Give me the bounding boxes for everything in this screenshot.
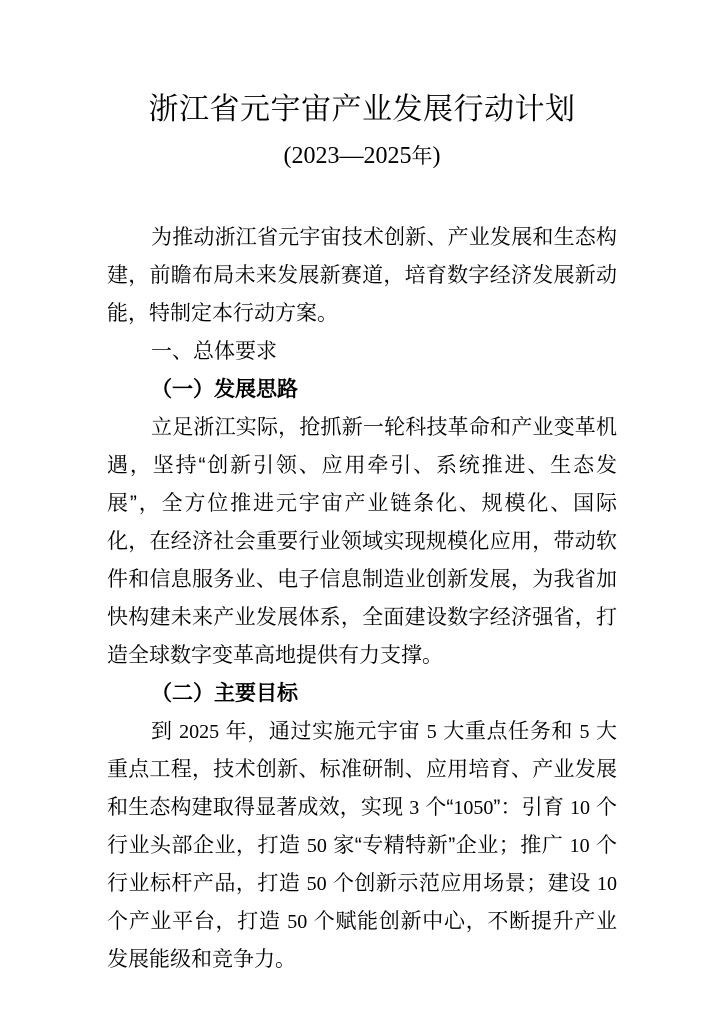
text-run: 个行业标杆产品，打造 (107, 834, 617, 895)
title-block (0, 0, 724, 177)
text-run: 3 (409, 797, 420, 819)
text-run: 50 (306, 835, 327, 857)
document-body (0, 219, 724, 979)
subtitle-year-start: 2023 (291, 143, 340, 169)
text-run: 1050 (453, 797, 494, 819)
text-run: 10 (569, 835, 590, 857)
text-run: 个赋能创新中心，不断提升产业发展能级和竞争力。 (107, 910, 617, 971)
text-run: 2025 (179, 721, 220, 743)
page-title: 浙江省元宇宙产业发展行动计划 (148, 93, 576, 126)
subsection-heading-2: （二）主要目标 (151, 682, 298, 705)
subsection-heading-1: （一）发展思路 (151, 378, 298, 401)
text-run: 5 (579, 721, 590, 743)
text-run: 5 (426, 721, 437, 743)
subtitle-year-end: 2025 (363, 143, 412, 169)
text-run: 年，通过实施元宇宙 (219, 720, 427, 743)
text-run: 个行业头部企业，打造 (107, 796, 617, 857)
subtitle-open-paren: ( (283, 143, 292, 169)
section-heading-1: 一、总体要求 (151, 340, 277, 363)
development-approach-paragraph: 立足浙江实际，抢抓新一轮科技革命和产业变革机遇，坚持“创新引领、应用牵引、系统推进、生态发展”，全方位推进元宇宙产业链条化、规模化、国际化，在经济社会重要行业领域实现规模化应用，带动软件和信息服务业、电子信息制造业创新发展，为我省加快构建未来产业发展体系，全面建设数字经济强省，打造全球数字变革高地提供有力支撑。 (107, 416, 617, 667)
text-run: 50 (306, 873, 327, 895)
document-subtitle (0, 136, 724, 177)
text-run: 个创新示范应用场景；建设 (326, 872, 597, 895)
text-run: 10 (597, 873, 617, 895)
text-run: 个产业平台，打造 (107, 910, 288, 933)
text-run: 10 (570, 797, 590, 819)
text-run: 50 (287, 911, 308, 933)
text-run: ”：引育 (493, 796, 570, 819)
main-goals-paragraph (107, 713, 617, 979)
preamble-paragraph: 为推动浙江省元宇宙技术创新、产业发展和生态构建，前瞻布局未来发展新赛道，培育数字经济发展新动能，特制定本行动方案。 (107, 226, 617, 325)
text-run: 大重点工程，技术创新、标准研制、应用培育、产业发展和生态构建取得显著成效，实现 (107, 720, 617, 819)
text-run: 到 (151, 720, 180, 743)
text-run: 个“ (419, 796, 454, 819)
subtitle-year-unit: 年 (411, 145, 433, 168)
text-run: 家“专精特新”企业；推广 (326, 834, 570, 857)
text-run: 大重点任务和 (436, 720, 580, 743)
subtitle-em-dash: — (339, 143, 364, 169)
subtitle-close-paren: ) (432, 143, 441, 169)
